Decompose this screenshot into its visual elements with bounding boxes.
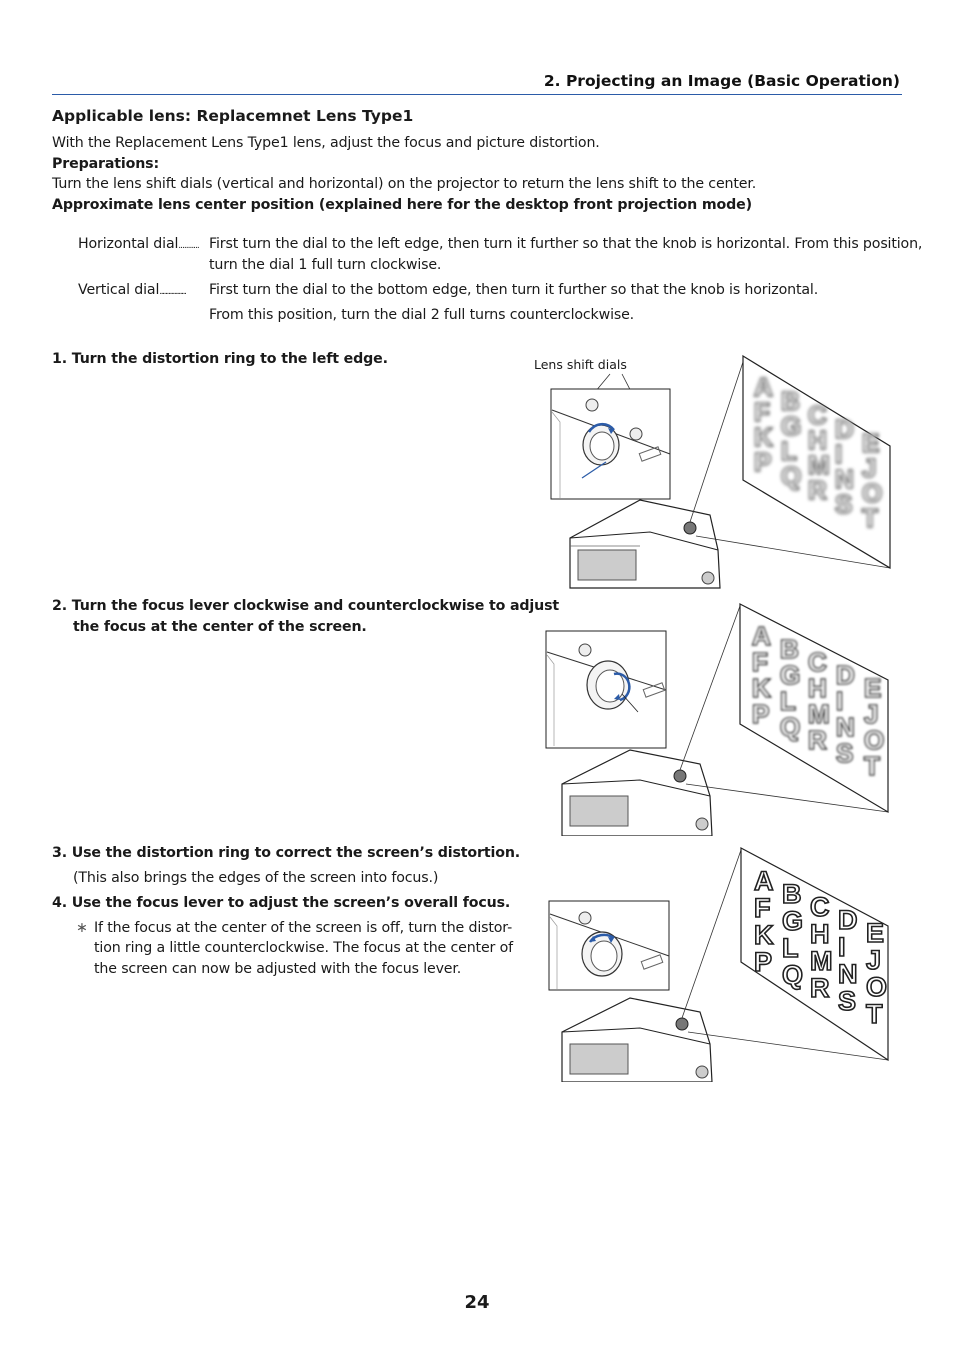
- screen-letter-q: Q: [782, 960, 804, 990]
- screen-letter-q: Q: [780, 712, 801, 742]
- step-3-note: (This also brings the edges of the screen into focus.): [73, 870, 439, 886]
- screen-letter-s: S: [835, 489, 853, 519]
- lens-heading: Applicable lens: Replacemnet Lens Type1: [52, 107, 414, 125]
- screen-letter-k: K: [754, 920, 774, 950]
- horizontal-dial-label: Horizontal dial...........: [78, 236, 199, 252]
- screen-letter-r: R: [810, 973, 830, 1003]
- screen-letter-d: D: [836, 660, 855, 690]
- screen-letter-e: E: [864, 673, 882, 703]
- screen-letter-c: C: [808, 647, 827, 677]
- screen-letter-m: M: [808, 699, 830, 729]
- screen-letter-l: L: [782, 933, 799, 963]
- screen-letter-f: F: [752, 647, 768, 677]
- lens-shift-dials-label: Lens shift dials: [534, 357, 627, 372]
- screen-letter-m: M: [808, 450, 830, 480]
- note-line-1: If the focus at the center of the screen is off, turn the distor-: [94, 920, 513, 936]
- preparations-text: Turn the lens shift dials (vertical and horizontal) on the projector to return the lens shift to the center.: [52, 176, 757, 192]
- screen-letter-o: O: [862, 478, 883, 508]
- horizontal-dial-text-2: turn the dial 1 full turn clockwise.: [209, 257, 442, 273]
- intro-text: With the Replacement Lens Type1 lens, adjust the focus and picture distortion.: [52, 135, 600, 151]
- screen-letter-r: R: [808, 475, 827, 505]
- screen-letter-q: Q: [781, 461, 802, 491]
- screen-letter-k: K: [752, 673, 771, 703]
- note-mark: ∗: [76, 920, 88, 936]
- inset-lens-closeup: [551, 389, 670, 499]
- step-4: 4. Use the focus lever to adjust the screen’s overall focus.: [52, 895, 511, 911]
- screen-letter-k: K: [754, 422, 773, 452]
- figure-3-corrected: [530, 846, 902, 1082]
- screen-letter-n: N: [835, 464, 854, 494]
- inset-focus-closeup: [546, 631, 666, 748]
- vertical-dial-text-2: From this position, turn the dial 2 full turns counterclockwise.: [209, 307, 635, 323]
- projector-body: [562, 998, 712, 1082]
- screen-letter-g: G: [780, 660, 801, 690]
- screen-letter-j: J: [864, 699, 879, 729]
- screen-letter-h: H: [808, 673, 827, 703]
- projector-body: [570, 500, 720, 588]
- screen-letter-c: C: [808, 400, 827, 430]
- screen-letter-f: F: [754, 893, 771, 923]
- page-number: 24: [464, 1292, 490, 1313]
- screen-letter-a: A: [754, 866, 774, 896]
- screen-letter-g: G: [781, 411, 802, 441]
- screen-letter-b: B: [782, 879, 802, 909]
- screen-letter-h: H: [808, 425, 827, 455]
- screen-letter-d: D: [835, 414, 854, 444]
- screen-letter-m: M: [810, 946, 833, 976]
- approx-heading: Approximate lens center position (explained here for the desktop front projection mode): [52, 197, 752, 213]
- screen-letter-h: H: [810, 919, 830, 949]
- screen-letter-s: S: [836, 738, 854, 768]
- vertical-dial-text-1: First turn the dial to the bottom edge, then turn it further so that the knob is horizontal.: [209, 282, 819, 298]
- projector-body: [562, 750, 712, 836]
- step-3: 3. Use the distortion ring to correct the screen’s distortion.: [52, 845, 521, 861]
- page-header: [52, 60, 902, 95]
- figure-2-focus-lever: [530, 600, 902, 836]
- screen-letter-d: D: [838, 905, 858, 935]
- projection-screen: [743, 356, 890, 568]
- screen-letter-e: E: [866, 918, 885, 948]
- screen-letter-t: T: [866, 999, 883, 1029]
- screen-letter-t: T: [862, 503, 878, 533]
- screen-letter-e: E: [862, 428, 880, 458]
- note-line-3: the screen can now be adjusted with the focus lever.: [94, 961, 462, 977]
- step-2-line-1: 2. Turn the focus lever clockwise and counterclockwise to adjust: [52, 598, 560, 614]
- section-title: 2. Projecting an Image (Basic Operation): [543, 72, 900, 90]
- screen-letter-l: L: [780, 686, 796, 716]
- screen-letter-j: J: [862, 453, 877, 483]
- step-2-line-2: the focus at the center of the screen.: [73, 619, 367, 635]
- vertical-dial-label: Vertical dial..................: [78, 282, 186, 298]
- screen-letter-f: F: [754, 397, 770, 427]
- screen-letter-b: B: [781, 386, 800, 416]
- horizontal-dial-text-1: First turn the dial to the left edge, then turn it further so that the knob is horizontal. From this position,: [209, 236, 923, 252]
- screen-letter-b: B: [780, 634, 799, 664]
- inset-lens-closeup: [549, 901, 669, 990]
- projection-screen: [741, 848, 888, 1060]
- screen-letter-a: A: [754, 372, 773, 402]
- screen-letter-i: I: [835, 439, 843, 469]
- step-1: 1. Turn the distortion ring to the left edge.: [52, 351, 388, 367]
- screen-letter-r: R: [808, 725, 827, 755]
- screen-letter-g: G: [782, 906, 804, 936]
- projection-screen: [740, 604, 888, 812]
- screen-letter-p: P: [754, 947, 773, 977]
- preparations-label: Preparations:: [52, 156, 159, 172]
- screen-letter-c: C: [810, 892, 830, 922]
- screen-letter-p: P: [752, 699, 770, 729]
- screen-letter-o: O: [864, 725, 885, 755]
- screen-letter-a: A: [752, 621, 771, 651]
- note-line-2: tion ring a little counterclockwise. The focus at the center of: [94, 940, 513, 956]
- screen-letter-o: O: [866, 972, 888, 1002]
- screen-letter-t: T: [864, 751, 880, 781]
- screen-letter-j: J: [866, 945, 882, 975]
- screen-letter-i: I: [838, 932, 846, 962]
- screen-letter-p: P: [754, 447, 772, 477]
- screen-letter-s: S: [838, 986, 857, 1016]
- screen-letter-i: I: [836, 686, 844, 716]
- screen-letter-n: N: [838, 959, 858, 989]
- figure-1-distortion-ring: [530, 350, 902, 590]
- screen-letter-l: L: [781, 436, 797, 466]
- screen-letter-n: N: [836, 712, 855, 742]
